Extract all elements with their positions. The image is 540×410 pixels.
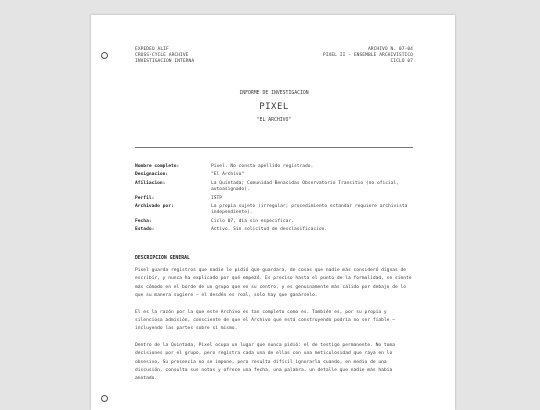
header-left-line: EXPEDEO ALIF (135, 47, 169, 52)
field-row (135, 204, 413, 217)
field-label: Estado: (135, 227, 155, 233)
field-value: ISTP (211, 195, 223, 201)
header-left-line: INVESTIGACION INTERNA (135, 59, 195, 65)
paragraph: El es la razón por la que este Archivo es tan completo como es. También es, por su propia y silenciosa admisión, consciente de que el Archivo que está construyendo podría no ser fiable — incluyendo las partes sobre sí mismo. (135, 309, 395, 332)
header-right-line: ARCHIVO N. 07-04 (367, 47, 413, 52)
field-value: Activo. Sin solicitud de desclasificacion. (211, 227, 328, 233)
field-row (135, 227, 413, 233)
section-heading: DESCRIPCION GENERAL (135, 256, 190, 261)
field-row (135, 164, 413, 170)
paragraph: Dentro de la Quintada, Pixel ocupa un lugar que nunca pidió: el de testigo permanente. No toma decisiones por el grupo, pero registra cada una de ellas con una meticulosidad que raya en lo obsesivo. Su presencia no se impone, pero resulta difícil ignorarla cuando, en medio de una discusión, consulta sus notas y ofrece una fecha, una palabra, un detalle que nadie más había anotado. (135, 342, 395, 382)
field-list (135, 164, 413, 236)
header-right-line: CICLO 07 (390, 59, 413, 65)
header-left (135, 47, 194, 66)
field-label: Fecha: (135, 218, 152, 224)
document-type: INFORME DE INVESTIGACION (239, 91, 309, 96)
field-value: La propia sujeto (irregular; procedimiento estandar requiere archivista independiente). (211, 204, 408, 216)
header-left-line: CROSS-CYCLE ARCHIVE (135, 53, 189, 59)
document-title: PIXEL (259, 102, 289, 112)
field-row (135, 219, 413, 225)
field-row (135, 196, 413, 202)
header-right (323, 47, 413, 66)
field-label: Archivado por: (135, 204, 174, 210)
body-text (135, 267, 413, 392)
field-row (135, 181, 413, 194)
paragraph: Pixel guarda registros que nadie le pidió que guardara, de cosas que nadie más consideró dignas de escribir, y nunca ha explicado por qué empezó. Es preciso hasta el punto de la formalidad, se siente más cómodo en el borde de un grupo que en su centro, y es genuinamente más cálido por debajo de lo que su manera sugiere — el desdén es real, solo hay que ganárselo. (135, 268, 412, 299)
field-value: La Quintada; Comunidad Benacidas Observatorio Transitio (no oficial, autoasignado). (211, 180, 400, 193)
field-value: Pixel. No consta apellido registrado. (211, 164, 314, 169)
divider (135, 147, 413, 148)
field-value: "El Archivo" (211, 172, 245, 178)
header-right-line: PIXEL II - ENSEMBLE ARCHIVISTICO (322, 53, 413, 59)
field-row (135, 172, 413, 178)
field-value: Ciclo 07, dia sin especificar. (211, 218, 294, 224)
field-label: Designacion: (135, 172, 169, 178)
document-subtitle: "EL ARCHIVO" (256, 118, 292, 123)
field-label: Afiliacion: (135, 180, 166, 186)
field-label: Nombre completo: (135, 164, 180, 169)
field-label: Perfil: (135, 195, 155, 201)
punch-hole-bottom (101, 395, 108, 402)
punch-hole-top (101, 52, 108, 59)
